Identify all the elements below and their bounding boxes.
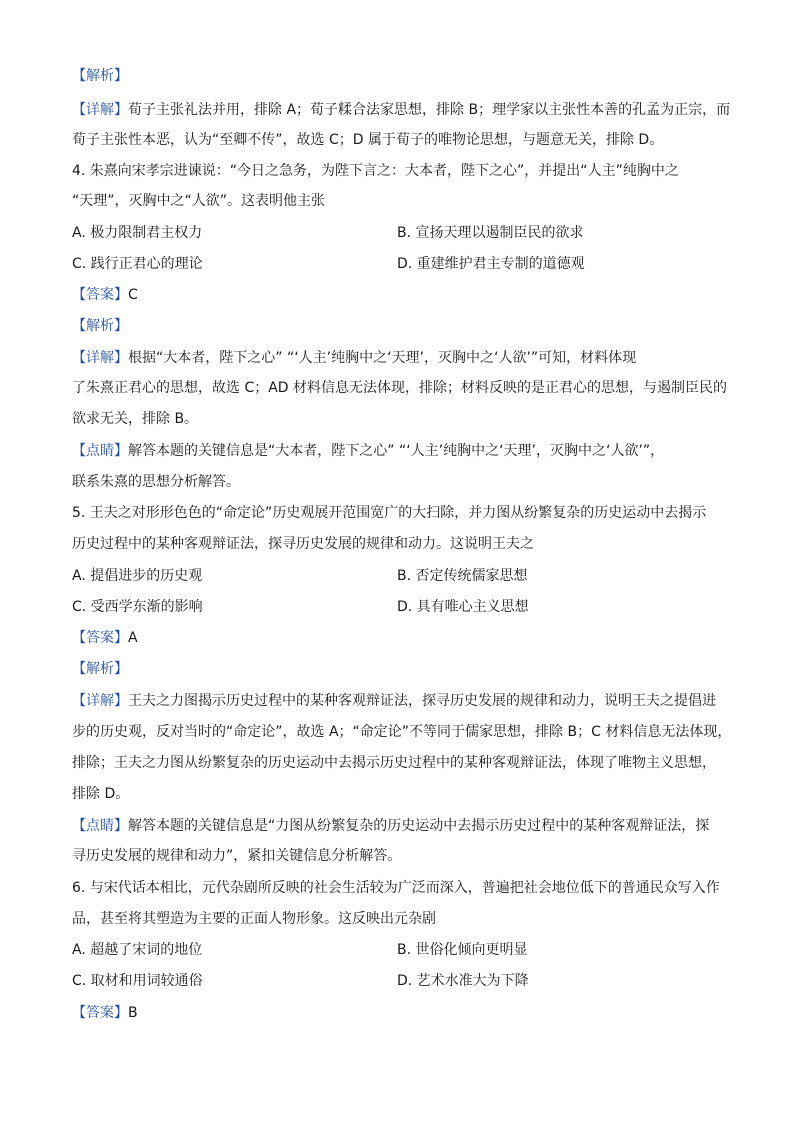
question-5-stem: 历史过程中的某种客观辩证法，探寻历史发展的规律和动力。这说明王夫之: [72, 536, 534, 552]
q4-detail-line: 欲求无关，排除 B。: [72, 411, 199, 427]
q5-option-c: C. 受西学东渐的影响: [72, 599, 203, 615]
q4-option-b: B. 宣扬天理以遏制臣民的欲求: [397, 225, 584, 241]
q5-detail-line: 步的历史观，反对当时的“命定论”，故选 A；“命定论”不等同于儒家思想，排除 B；C 材料信息无法体现，: [72, 724, 732, 740]
q6-option-c: C. 取材和用词较通俗: [72, 973, 203, 989]
q5-detail-line: 排除；王夫之力图从纷繁复杂的历史运动中去揭示历史过程中的某种客观辩证法，体现了唯物主义思想，: [72, 755, 716, 771]
q5-detail-line: 排除 D。: [72, 786, 130, 802]
q6-option-b: B. 世俗化倾向更明显: [397, 942, 528, 958]
q4-option-a: A. 极力限制君主权力: [72, 225, 203, 241]
q6-option-a: A. 超越了宋词的地位: [72, 942, 203, 958]
question-4-stem: 4. 朱熹向宋孝宗进谏说：“今日之急务，为陛下言之：大本者，陛下之心”，并提出“人主”纯胸中之: [72, 163, 679, 179]
q5-option-a: A. 提倡进步的历史观: [72, 568, 203, 584]
q5-option-b: B. 否定传统儒家思想: [397, 568, 528, 584]
q4-option-c: C. 践行正君心的理论: [72, 256, 203, 272]
q5-analysis-label: 【解析】: [72, 661, 128, 677]
question-4-stem: “天理”，灭胸中之“人欲”。这表明他主张: [72, 193, 326, 209]
question-6-stem: 6. 与宋代话本相比，元代杂剧所反映的社会生活较为广泛而深入，普遍把社会地位低下的普通民众写入作: [72, 880, 720, 896]
q5-point-line: 寻历史发展的规律和动力”，紧扣关键信息分析解答。: [72, 848, 402, 864]
q4-detail-line: 【详解】根据“大本者，陛下之心” “‘人主’纯胸中之‘天理’，灭胸中之‘人欲’”可知，材料体现: [72, 350, 637, 366]
analysis-label: 【解析】: [72, 68, 128, 84]
q5-detail-line: 【详解】王夫之力图揭示历史过程中的某种客观辩证法，探寻历史发展的规律和动力，说明王夫之提倡进: [72, 693, 716, 709]
q4-detail-line: 了朱熹正君心的思想，故选 C；AD 材料信息无法体现，排除；材料反映的是正君心的思想，与遏制臣民的: [72, 380, 728, 396]
q5-point-line: 【点睛】解答本题的关键信息是“力图从纷繁复杂的历史运动中去揭示历史过程中的某种客观辩证法，探: [72, 818, 710, 834]
detail-line: 【详解】荀子主张礼法并用，排除 A；荀子糅合法家思想，排除 B；理学家以主张性本善的孔孟为正宗，而: [72, 102, 731, 118]
q4-point-line: 【点睛】解答本题的关键信息是“大本者，陛下之心” “‘人主’纯胸中之‘天理’，灭胸中之‘人欲’”，: [72, 443, 665, 459]
detail-line: 荀子主张性本恶，认为“至卿不传”，故选 C；D 属于荀子的唯物论思想，与题意无关，排除 D。: [72, 132, 664, 148]
q4-analysis-label: 【解析】: [72, 318, 128, 334]
q4-option-d: D. 重建维护君主专制的道德观: [397, 256, 585, 272]
q4-answer: 【答案】C: [72, 287, 138, 303]
q6-answer: 【答案】B: [72, 1005, 138, 1021]
question-5-stem: 5. 王夫之对形形色色的“命定论”历史观展开范围宽广的大扫除，并力图从纷繁复杂的历史运动中去揭示: [72, 505, 707, 521]
q6-option-d: D. 艺术水准大为下降: [397, 973, 529, 989]
q5-option-d: D. 具有唯心主义思想: [397, 599, 529, 615]
q5-answer: 【答案】A: [72, 630, 138, 646]
q4-point-line: 联系朱熹的思想分析解答。: [72, 474, 240, 490]
question-6-stem: 品，甚至将其塑造为主要的正面人物形象。这反映出元杂剧: [72, 911, 436, 927]
